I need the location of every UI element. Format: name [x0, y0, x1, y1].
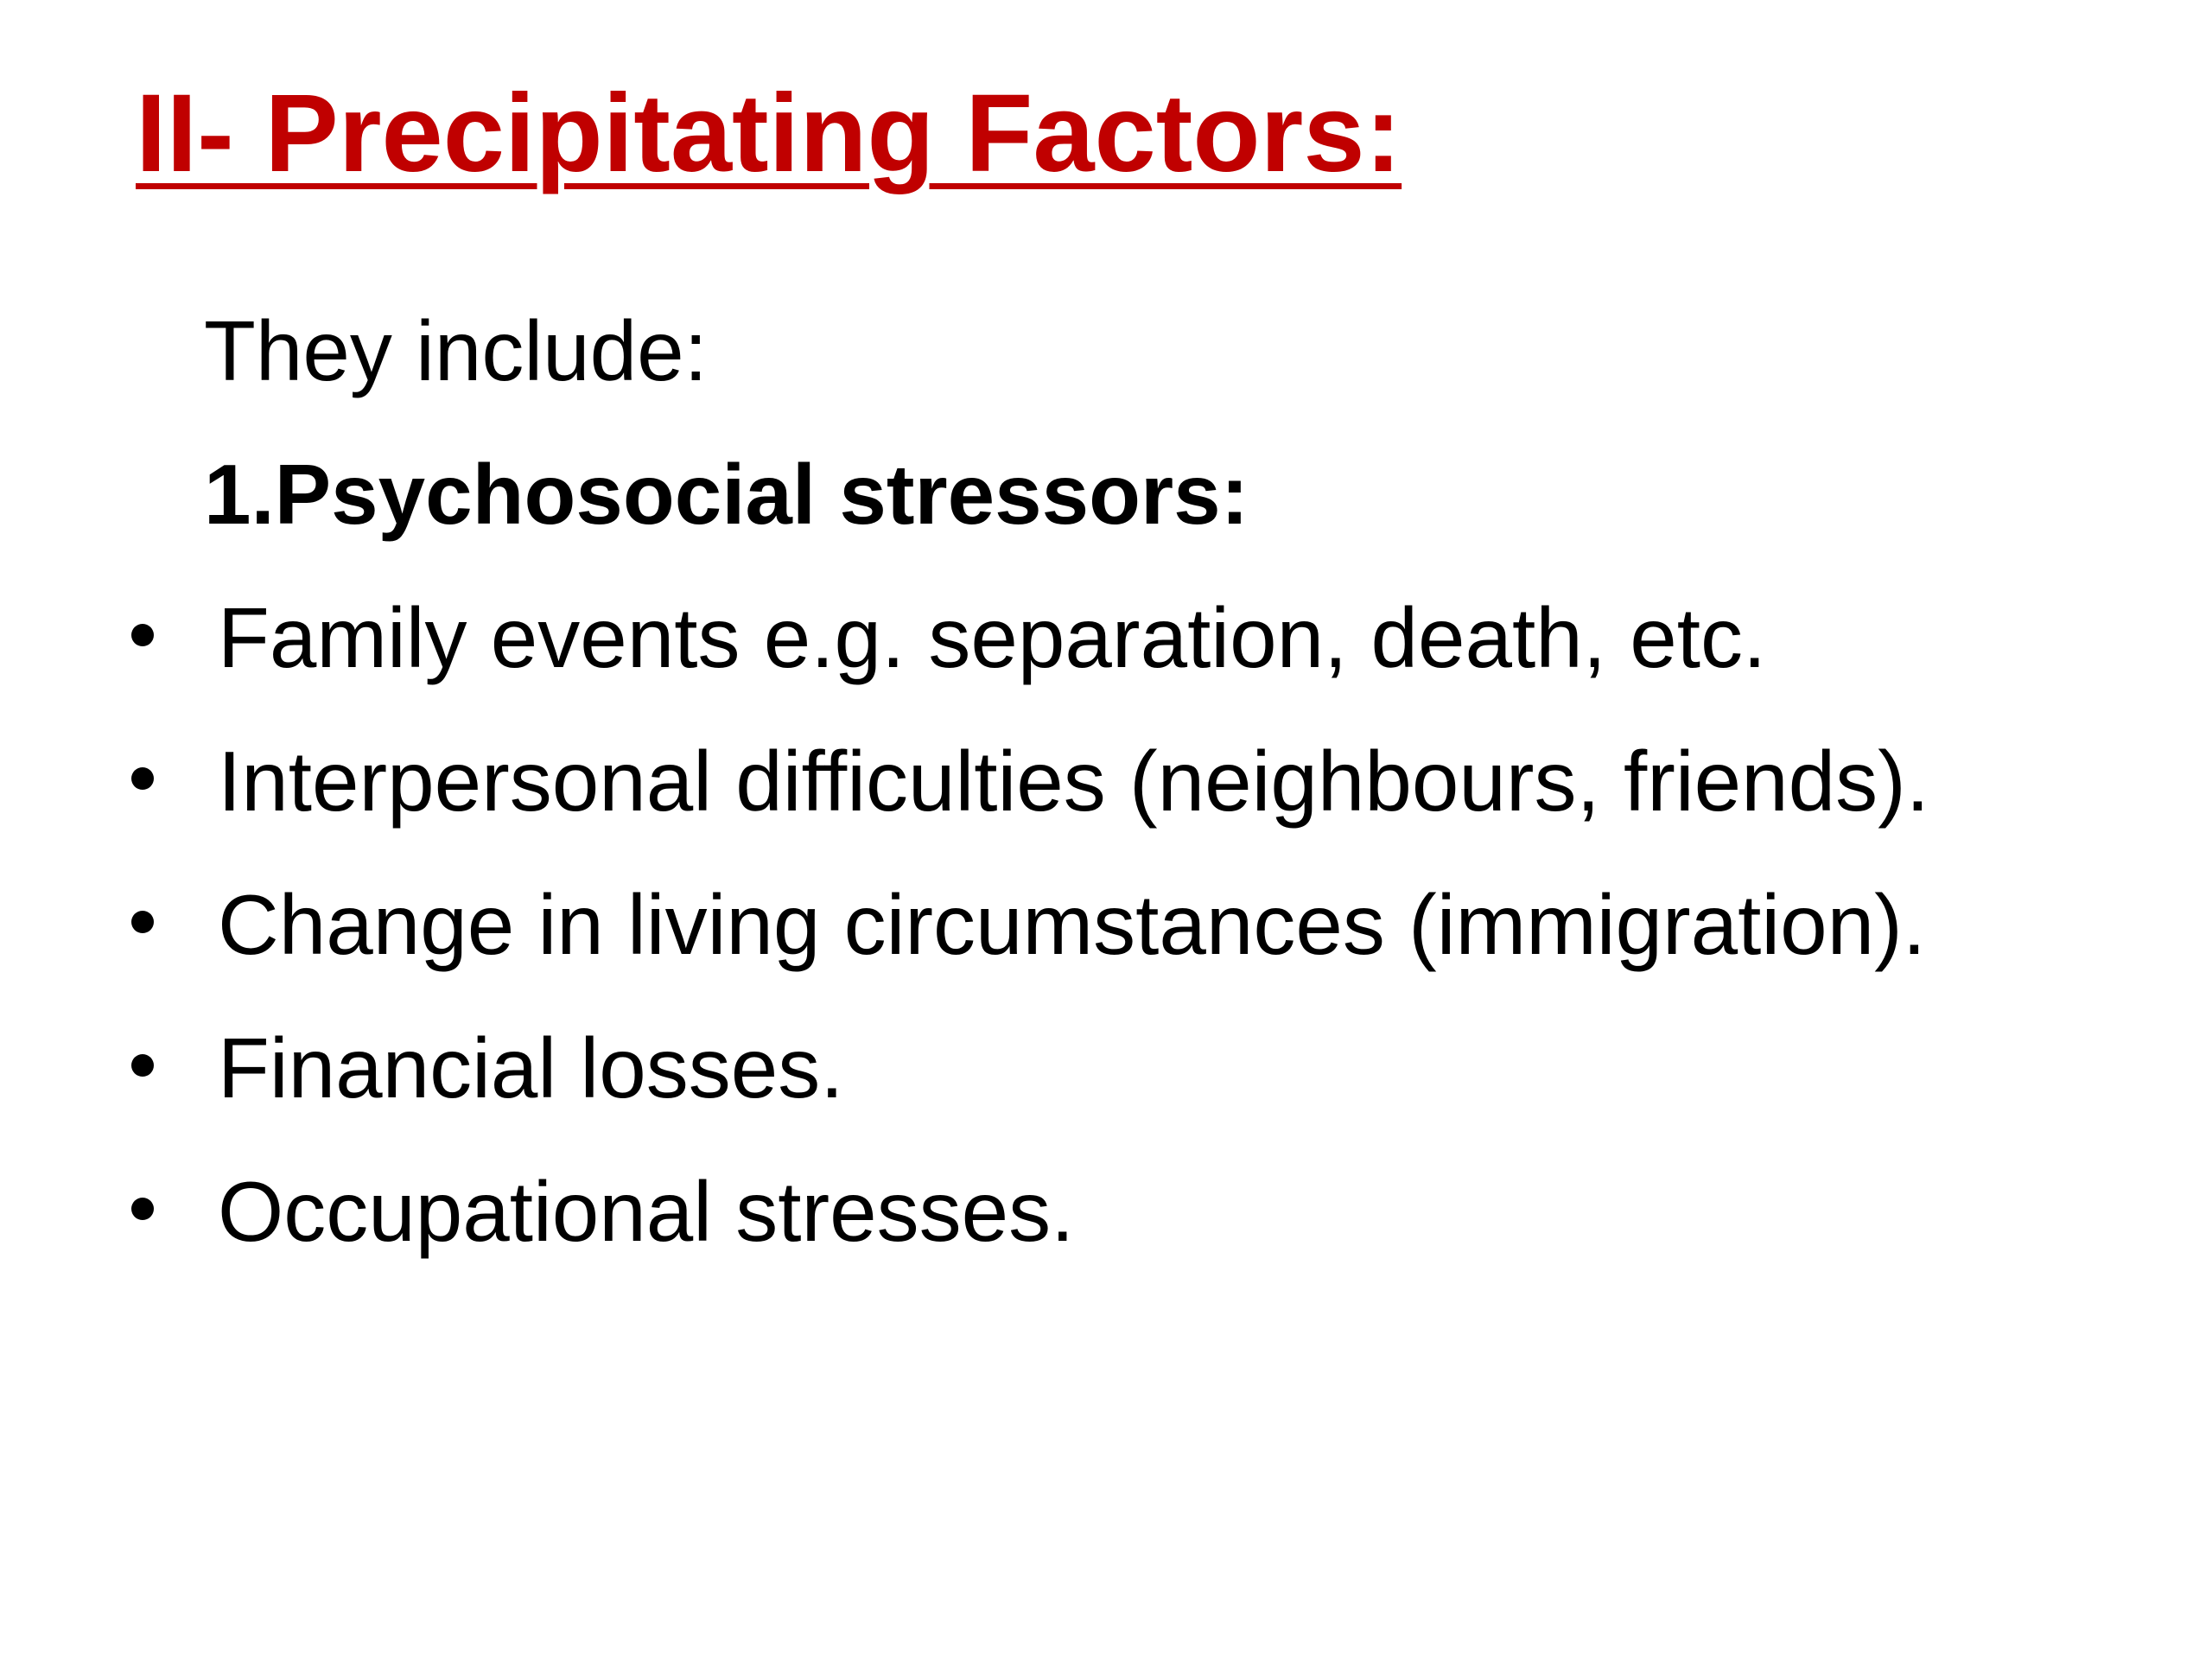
bullet-text: Family events e.g. separation, death, etc. [218, 590, 1767, 685]
bullet-icon [131, 911, 154, 933]
bullet-text: Interpersonal difficulties (neighbours, friends). [218, 734, 1930, 829]
bullet-icon [131, 624, 154, 646]
bullet-icon [131, 767, 154, 790]
bullet-text: Occupational stresses. [218, 1164, 1075, 1259]
slide-title: II- Precipitating Factors: [136, 72, 1402, 195]
intro-text: They include: [204, 303, 708, 398]
bullet-text: Financial losses. [218, 1020, 844, 1116]
bullet-text: Change in living circumstances (immigration). [218, 877, 1927, 972]
bullet-icon [131, 1198, 154, 1220]
bullet-icon [131, 1054, 154, 1077]
subheading: 1.Psychosocial stressors: [204, 447, 1249, 542]
